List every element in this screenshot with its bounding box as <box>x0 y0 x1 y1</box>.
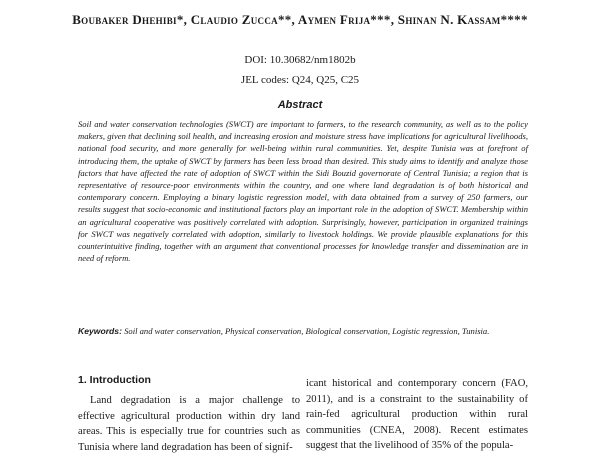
jel-codes-line: JEL codes: Q24, Q25, C25 <box>240 74 360 86</box>
author-list: Boubaker Dhehibi*, Claudio Zucca**, Aymen Frija***, Shinan N. Kassam**** <box>72 12 528 27</box>
keywords-text: Soil and water conservation, Physical conservation, Biological conservation, Logistic regression, Tunisia. <box>124 326 490 336</box>
keywords-label: Keywords: <box>78 326 122 336</box>
article-metadata <box>0 50 600 90</box>
body-column-right: icant historical and contemporary concern (FAO, 2011), and is a constraint to the sustainability of rain-fed agricultural production within rural communities (CNEA, 2008). Recent estimates suggest that the livelihood of 35% of the popula- <box>306 378 528 452</box>
abstract-text: Soil and water conservation technologies (SWCT) are important to farmers, to the research community, as well as to the policy makers, given that declining soil health, and increasing erosion and moisture stress have implications for agricultural livelihoods, national food security, and more generally for well-being within rural communities. Yet, despite Tunisia was at forefront of introducing them, the uptake of SWCT by farmers has been less broad than desired. This study aims to identify and analyze those factors that have affected the rate of adoption of SWCT within the Sidi Bouzid governorate of Central Tunisia; a region that is representative of resource-poor environments within the country, and one where land degradation is of both historical and contemporary concern. Employing a binary logistic regression model, with data obtained from a survey of 250 farmers, our results suggest that socio-economic and institutional factors play an important role in the adoption of SWCT. Membership within an agricultural cooperative was positively correlated with adoption. Surprisingly, however, participation in organized trainings for SWCT was negatively correlated with adoption, similarly to livestock holdings. We provide plausible explanations for this counterintuitive finding, together with an argument that conventional processes for knowledge transfer and dissemination are in need of reform. <box>78 119 528 264</box>
introduction-heading: 1. Introduction <box>78 374 151 386</box>
doi-line: DOI: 10.30682/nm1802b <box>244 54 356 66</box>
abstract-heading: Abstract <box>277 99 323 111</box>
body-column-left: Land degradation is a major challenge to effective agricultural production within dry land areas. This is especially true for countries such as Tunisia where land degradation has been of signif- <box>78 395 300 453</box>
keywords-section <box>78 325 528 337</box>
